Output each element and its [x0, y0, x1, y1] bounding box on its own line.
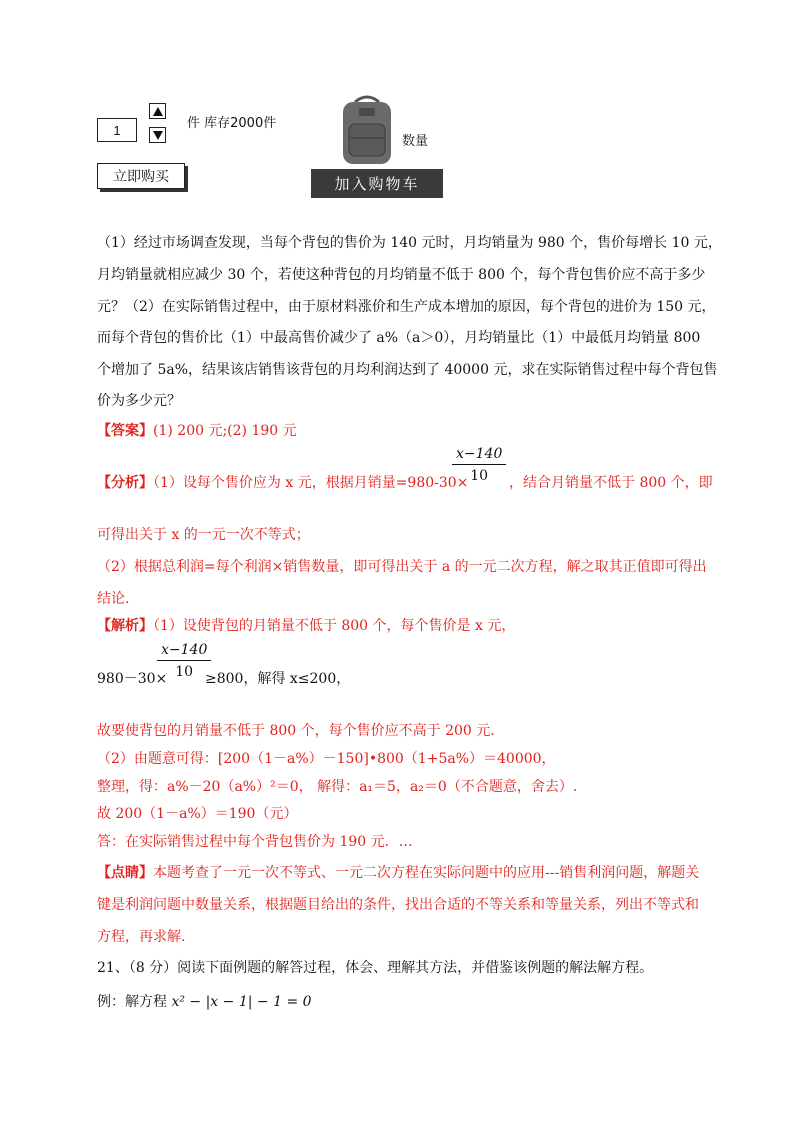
- problem-line-1: （1）经过市场调查发现，当每个背包的售价为 140 元时，月均销量为 980 个，售价每增长 10 元，: [97, 235, 722, 251]
- decrement-button[interactable]: [149, 127, 166, 143]
- example-line: [97, 991, 312, 1011]
- solution-line-4: （2）由题意可得：[200（1－a%）－150]•800（1+5a%）＝40000，: [97, 751, 556, 767]
- stock-text: 件 库存2000件: [187, 116, 277, 131]
- problem-line-6: 价为多少元？: [97, 393, 181, 409]
- fraction-numerator: x−140: [157, 642, 211, 661]
- increment-button[interactable]: [149, 103, 166, 119]
- answer-line: [97, 420, 297, 440]
- triangle-up-icon: [153, 107, 163, 116]
- fraction-denominator: 10: [470, 468, 489, 484]
- comment-line-1: [97, 862, 699, 882]
- example-label: 例：解方程: [97, 994, 167, 1010]
- solution-label: 【解析】: [97, 618, 153, 634]
- comment-label: 【点睛】: [97, 865, 153, 881]
- solution-fraction: [157, 642, 211, 680]
- quantity-input[interactable]: 1: [97, 118, 137, 142]
- problem-line-3: 元？（2）在实际销售过程中，由于原材料涨价和生产成本增加的原因，每个背包的进价为 150 元，: [97, 299, 716, 315]
- quantity-label: 数量: [402, 134, 429, 149]
- question-21-line: 21、（8 分）阅读下面例题的解答过程，体会、理解其方法，并借鉴该例题的解法解方程。: [97, 960, 654, 976]
- analysis-line-2: 可得出关于 x 的一元一次不等式；: [97, 527, 310, 543]
- fraction-numerator: x−140: [452, 446, 506, 465]
- comment-line-2: 键是利润问题中数量关系，根据题目给出的条件，找出合适的不等关系和等量关系，列出不等式和: [97, 897, 699, 913]
- analysis-line-4: 结论.: [97, 591, 130, 607]
- problem-line-5: 个增加了 5a%，结果该店销售该背包的月均利润达到了 40000 元，求在实际销售过程中每个背包售: [97, 362, 718, 378]
- add-to-cart-button[interactable]: 加入购物车: [311, 169, 443, 198]
- comment-line-1-text: 本题考查了一元一次不等式、一元二次方程在实际问题中的应用---销售利润问题，解题关: [153, 865, 700, 881]
- analysis-fraction: [452, 446, 506, 484]
- analysis-line-3: （2）根据总利润=每个利润×销售数量，即可得出关于 a 的一元二次方程，解之取其正值即可得出: [97, 559, 707, 575]
- solution-line-6: 故 200（1－a%）＝190（元）: [97, 806, 298, 822]
- analysis-label: 【分析】: [97, 475, 153, 491]
- buy-now-button[interactable]: 立即购买: [97, 163, 185, 189]
- solution-ineq-pre: 980－30×: [97, 671, 168, 687]
- comment-line-3: 方程，再求解.: [97, 929, 186, 945]
- answer-label: 【答案】: [97, 423, 153, 439]
- solution-line-3: 故要使背包的月销量不低于 800 个，每个售价应不高于 200 元.: [97, 723, 495, 739]
- analysis-line-1: [97, 472, 468, 492]
- problem-line-2: 月均销量就相应减少 30 个，若使这种背包的月均销量不低于 800 个，每个背包售价应不高于多少: [97, 267, 706, 283]
- backpack-image: [337, 94, 397, 170]
- problem-line-4: 而每个背包的售价比（1）中最高售价减少了 a%（a＞0），月均销量比（1）中最低月均销量 800: [97, 330, 701, 346]
- solution-ineq-post: ≥800，解得 x≤200，: [205, 671, 351, 687]
- solution-line-1-text: （1）设使背包的月销量不低于 800 个，每个售价是 x 元，: [153, 618, 516, 634]
- analysis-part1-post: ，结合月销量不低于 800 个，即: [509, 475, 713, 491]
- solution-line-7: 答：在实际销售过程中每个背包售价为 190 元．…: [97, 834, 413, 850]
- solution-line-1: [97, 615, 515, 635]
- fraction-denominator: 10: [175, 664, 194, 680]
- analysis-part1-pre: （1）设每个售价应为 x 元，根据月销量=980-30×: [153, 475, 469, 491]
- solution-line-5: 整理，得：a%－20（a%）²＝0， 解得：a₁＝5，a₂＝0（不合题意，舍去）.: [97, 779, 578, 795]
- triangle-down-icon: [153, 131, 163, 140]
- answer-text: (1) 200 元;(2) 190 元: [153, 423, 297, 439]
- example-equation: x² − |x − 1| − 1 = 0: [171, 994, 312, 1010]
